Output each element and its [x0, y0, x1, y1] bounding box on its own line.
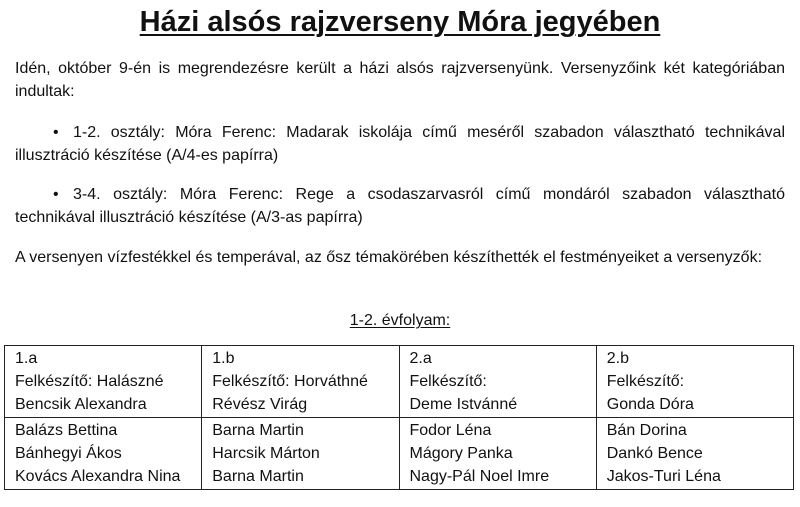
student-name: Jakos-Turi Léna [606, 468, 721, 485]
student-name: Mágory Panka [409, 445, 513, 462]
student-name: Nagy-Pál Noel Imre [409, 468, 550, 485]
student-name: Bánhegyi Ákos [15, 445, 122, 462]
bullet-item [15, 121, 785, 167]
class-name: 1.b [212, 350, 235, 367]
teacher-label: Felkészítő: Halászné [15, 373, 164, 390]
bullet-text: 1-2. osztály: Móra Ferenc: Madarak iskolája című meséről szabadon választható technikával illusztráció készítése (A/4-es papírra) [15, 124, 785, 164]
teacher-name: Deme Istvánné [409, 396, 518, 413]
student-name: Harcsik Márton [212, 445, 320, 462]
students-cell [202, 418, 399, 490]
grade-heading: 1-2. évfolyam: [349, 312, 451, 329]
class-cell [202, 346, 399, 418]
table-row-students [5, 418, 794, 490]
method-paragraph: A versenyen vízfestékkel és temperával, az ősz témakörében készíthették el festményeiket a versenyzők: [15, 249, 763, 266]
students-cell [399, 418, 596, 490]
student-name: Kovács Alexandra Nina [15, 468, 181, 485]
bullet-text: 3-4. osztály: Móra Ferenc: Rege a csodaszarvasról című mondáról szabadon választható technikával illusztráció készítése (A/3-as papírra) [15, 186, 785, 226]
student-name: Barna Martin [212, 422, 304, 439]
student-name: Balázs Bettina [15, 422, 118, 439]
page-title: Házi alsós rajzverseny Móra jegyében [139, 6, 661, 38]
class-cell [596, 346, 793, 418]
bullet-icon: • [53, 124, 59, 141]
students-cell [5, 418, 202, 490]
student-name: Dankó Bence [606, 445, 703, 462]
class-cell [399, 346, 596, 418]
class-cell [5, 346, 202, 418]
class-name: 2.b [606, 350, 629, 367]
table-row-classes [5, 346, 794, 418]
teacher-name: Bencsik Alexandra [15, 396, 147, 413]
class-name: 1.a [15, 350, 38, 367]
class-name: 2.a [409, 350, 432, 367]
bullet-item [15, 183, 785, 229]
student-name: Bán Dorina [606, 422, 687, 439]
student-name: Barna Martin [212, 468, 304, 485]
teacher-label: Felkészítő: [409, 373, 487, 390]
bullet-icon: • [53, 186, 59, 203]
student-name: Fodor Léna [409, 422, 492, 439]
intro-paragraph: Idén, október 9-én is megrendezésre került a házi alsós rajzversenyünk. Versenyzőink két kategóriában indultak: [15, 60, 785, 100]
teacher-label: Felkészítő: [606, 373, 685, 390]
students-cell [596, 418, 793, 490]
teacher-name: Révész Virág [212, 396, 308, 413]
classes-table [4, 345, 794, 490]
teacher-name: Gonda Dóra [606, 396, 694, 413]
teacher-label: Felkészítő: Horváthné [212, 373, 368, 390]
